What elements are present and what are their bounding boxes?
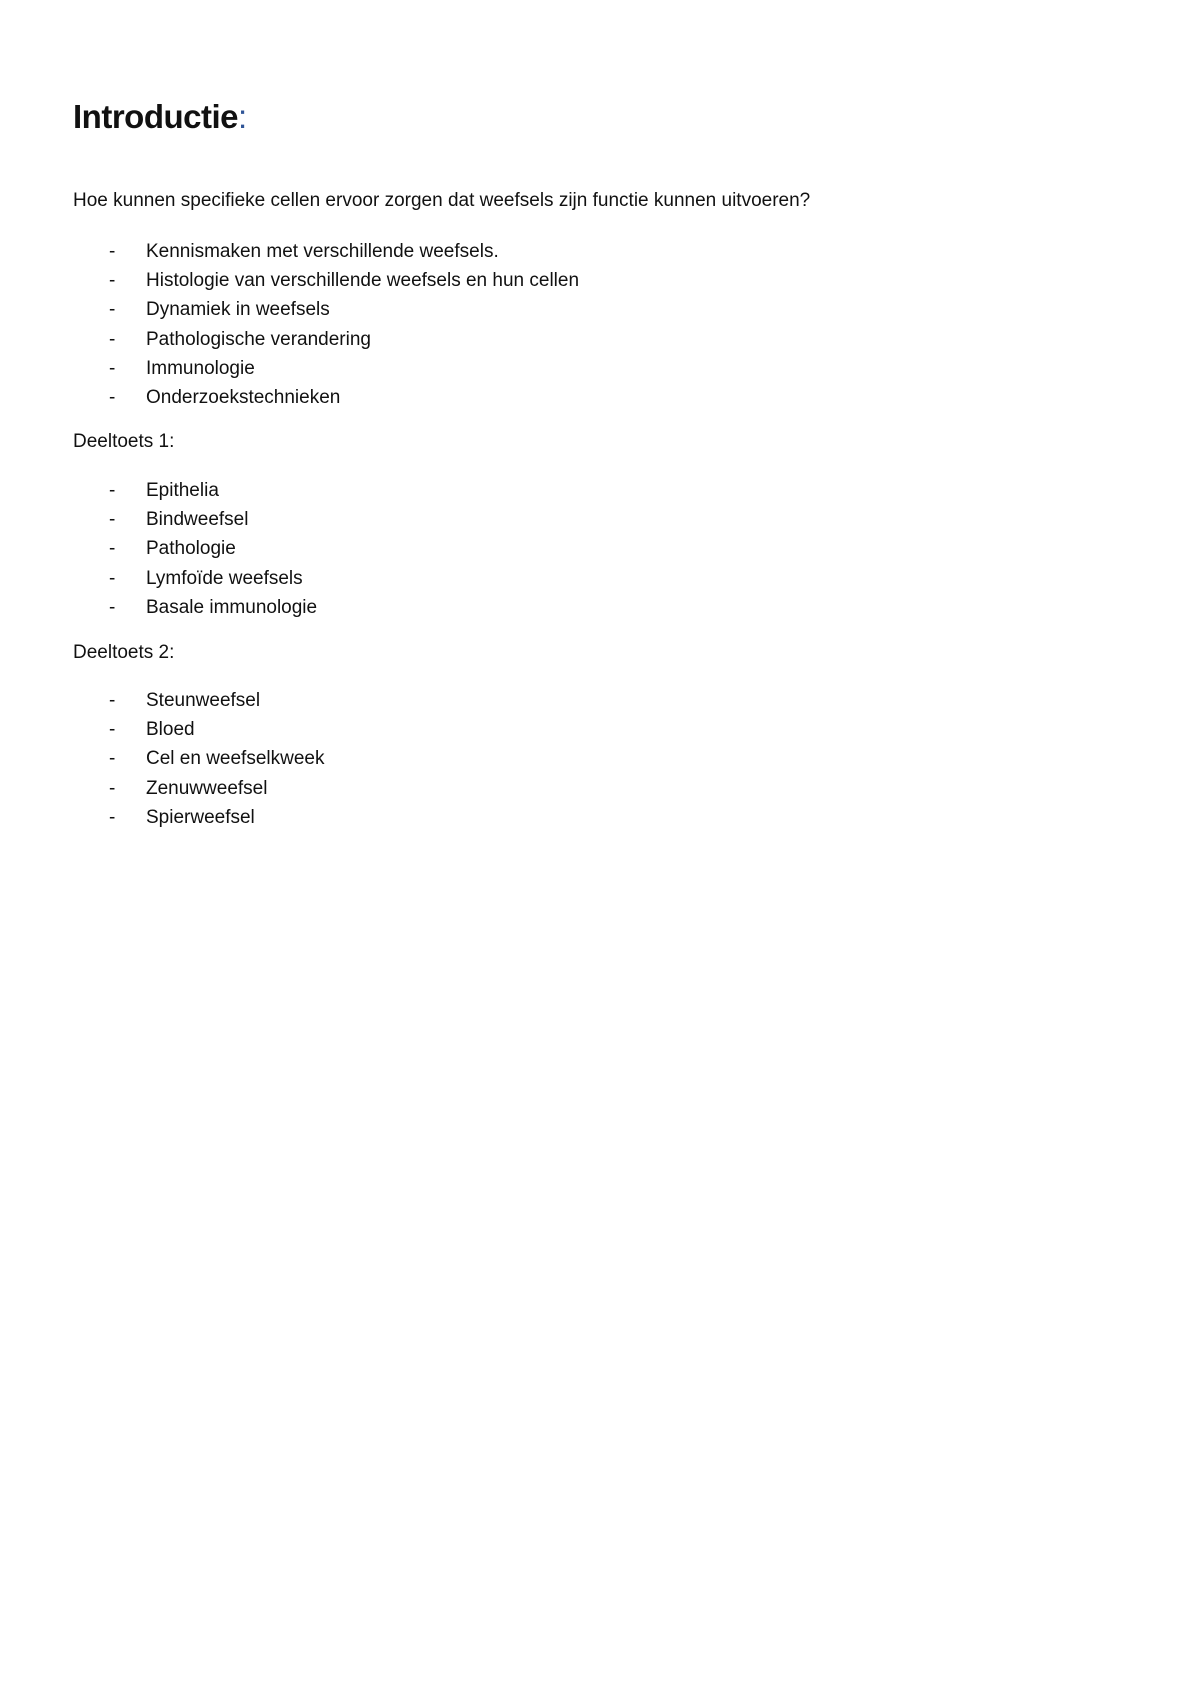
bullet-dash: - bbox=[109, 480, 116, 501]
bullet-dash: - bbox=[109, 299, 116, 321]
page-title-text: Introductie bbox=[73, 98, 238, 135]
bullet-dash: - bbox=[109, 719, 116, 741]
section-heading-deeltoets-2: Deeltoets 2: bbox=[73, 642, 175, 663]
list-item-text: Immunologie bbox=[146, 357, 255, 379]
list-item-text: Histologie van verschillende weefsels en hun cellen bbox=[146, 270, 580, 292]
bullet-dash: - bbox=[109, 386, 116, 408]
list-item-text: Kennismaken met verschillende weefsels. bbox=[146, 241, 499, 262]
page-title bbox=[73, 98, 247, 136]
list-item-text: Epithelia bbox=[146, 480, 219, 501]
bullet-dash: - bbox=[109, 777, 116, 799]
list-item-text: Bindweefsel bbox=[146, 509, 249, 531]
list-item-text: Pathologie bbox=[146, 538, 236, 560]
bullet-dash: - bbox=[109, 806, 116, 828]
list-item-text: Basale immunologie bbox=[146, 596, 318, 618]
list-item-text: Dynamiek in weefsels bbox=[146, 299, 330, 321]
bullet-dash: - bbox=[109, 596, 116, 618]
list-item-text: Pathologische verandering bbox=[146, 328, 371, 350]
page-title-colon: : bbox=[238, 98, 247, 135]
bullet-dash: - bbox=[109, 567, 116, 589]
intro-question: Hoe kunnen specifieke cellen ervoor zorgen dat weefsels zijn functie kunnen uitvoeren? bbox=[73, 190, 811, 211]
bullet-dash: - bbox=[109, 241, 116, 262]
bullet-dash: - bbox=[109, 328, 116, 350]
list-item-text: Cel en weefselkweek bbox=[146, 748, 325, 770]
list-item-text: Bloed bbox=[146, 719, 195, 741]
bullet-dash: - bbox=[109, 270, 116, 292]
section-heading-deeltoets-1: Deeltoets 1: bbox=[73, 431, 175, 452]
bullet-dash: - bbox=[109, 357, 116, 379]
list-item-text: Zenuwweefsel bbox=[146, 777, 268, 799]
list-item-text: Onderzoekstechnieken bbox=[146, 386, 341, 408]
list-item-text: Steunweefsel bbox=[146, 690, 261, 711]
bullet-dash: - bbox=[109, 748, 116, 770]
bullet-dash: - bbox=[109, 538, 116, 560]
bullet-dash: - bbox=[109, 690, 116, 711]
bullet-dash: - bbox=[109, 509, 116, 531]
list-item-text: Lymfoïde weefsels bbox=[146, 567, 303, 589]
list-item-text: Spierweefsel bbox=[146, 806, 255, 828]
